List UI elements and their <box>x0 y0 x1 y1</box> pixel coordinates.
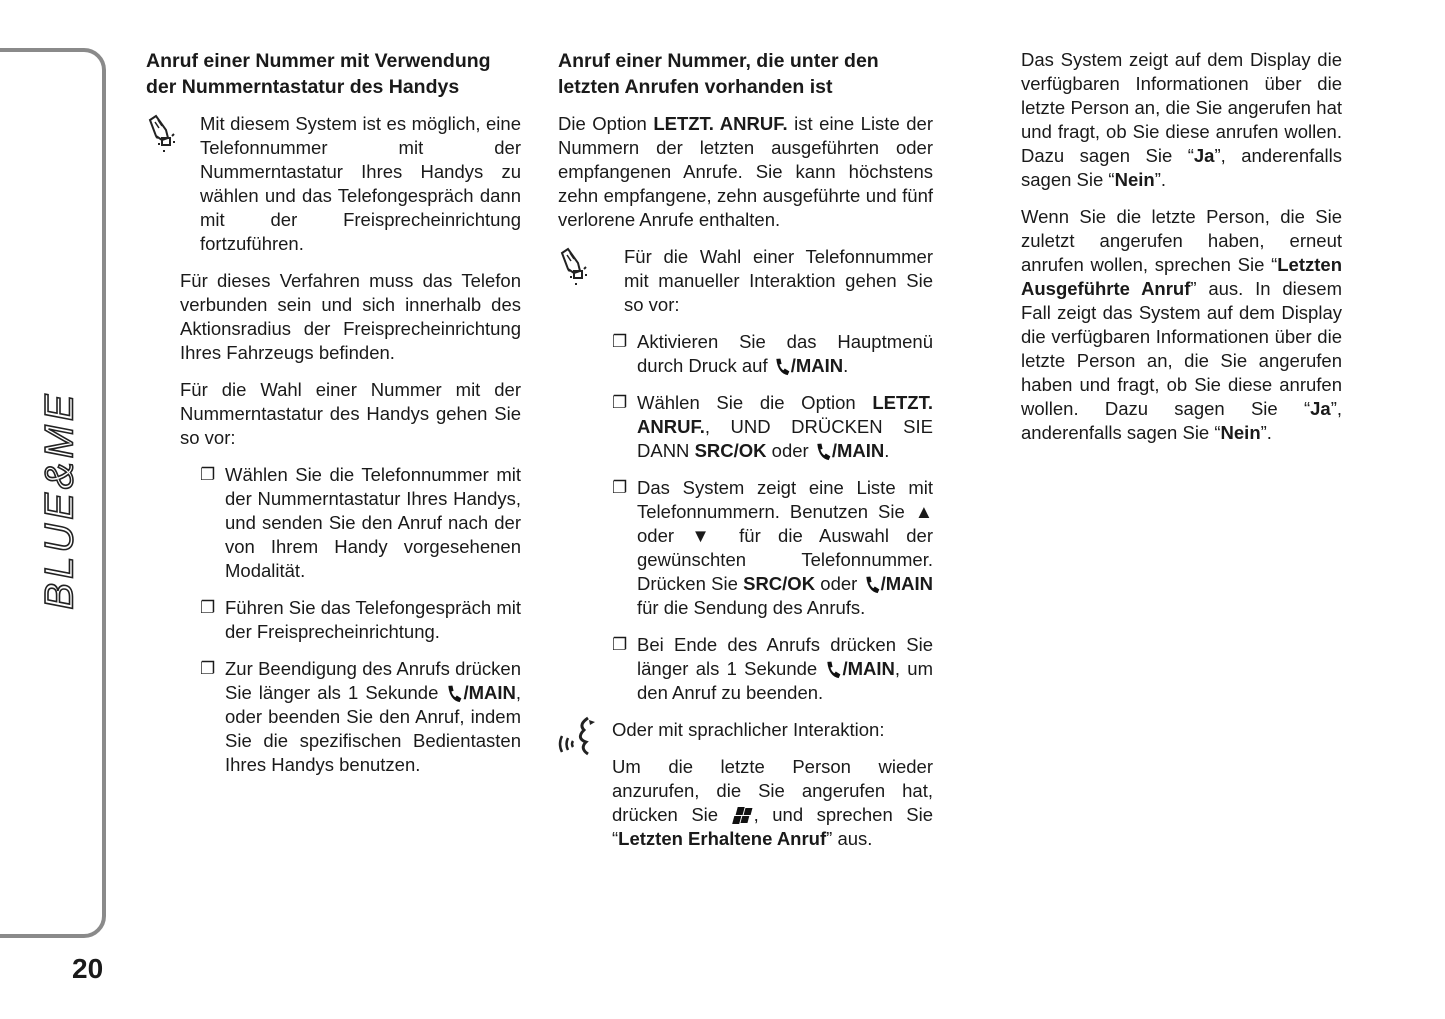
bold-text: ▲ <box>914 501 933 522</box>
bullet-item <box>200 657 521 777</box>
phone-icon <box>863 573 881 594</box>
bullet-item <box>612 476 933 620</box>
bullet-item <box>612 330 933 378</box>
paragraph <box>1021 48 1342 192</box>
text-run: . <box>843 355 849 376</box>
text-run: Mit diesem System ist es möglich, eine Telefonnummer mit der Nummerntastatur Ihres Handys zu wählen und das Telefongespräch dann mit der Freisprecheinrichtung fortzuführen. <box>200 113 521 254</box>
text-run: Aktivieren Sie das Hauptmenü durch Druck auf <box>637 331 933 376</box>
text-run: ”. <box>1154 169 1166 190</box>
bullet-item <box>612 633 933 705</box>
text-run: Oder mit sprachlicher Interaktion: <box>612 719 885 740</box>
text-run: Für die Wahl einer Nummer mit der Nummerntastatur des Handys gehen Sie so vor: <box>180 379 521 448</box>
text-run: oder <box>766 440 814 461</box>
bold-text: /MAIN <box>842 658 895 679</box>
text-run: Das System zeigt eine Liste mit Telefonnummern. Benutzen Sie <box>637 477 933 522</box>
text-run: für die Sendung des Anrufs. <box>637 597 866 618</box>
brand-logo: BLUE&ME <box>37 390 82 610</box>
phone-icon <box>445 682 463 703</box>
bold-text: Letzten Ausgeführte Anruf <box>1021 254 1342 299</box>
section-heading: Anruf einer Nummer, die unter den letzten Anrufen vorhanden ist <box>558 50 879 98</box>
text-run: Um die letzte Person wieder anzurufen, die Sie angerufen hat, drücken Sie <box>612 756 933 825</box>
text-run: Zur Beendigung des Anrufs drücken Sie länger als 1 Sekunde <box>225 658 521 703</box>
text-run: ”, anderenfalls sagen Sie “ <box>1021 398 1342 443</box>
text-run: Für dieses Verfahren muss das Telefon verbunden sein und sich innerhalb des Aktionsradius der Freisprecheinrichtung Ihres Fahrzeugs befinden. <box>180 270 521 363</box>
text-run: Wählen Sie die Option <box>637 392 873 413</box>
bold-text: Ja <box>1193 145 1215 166</box>
text-run: ”, anderenfalls sagen Sie “ <box>1021 145 1343 190</box>
column-3 <box>1021 48 1342 458</box>
text-run: , um den Anruf zu beenden. <box>637 658 933 703</box>
hand-pointer-icon <box>146 114 182 154</box>
note-paragraph <box>558 245 933 317</box>
text-run: ”. <box>1260 422 1272 443</box>
text-run: , UND DRÜCKEN SIE DANN <box>637 416 933 461</box>
text-run: Bei Ende des Anrufs drücken Sie länger als 1 Sekunde <box>637 634 933 679</box>
bold-text: LETZT. ANRUF. <box>653 113 788 134</box>
bold-text: ▼ <box>691 525 722 546</box>
column-2 <box>558 48 933 864</box>
text-run: oder <box>815 573 863 594</box>
text-run: ist eine Liste der Nummern der letzten ausgeführten oder empfangenen Anrufe. Sie kann höchstens zehn empfangene, zehn ausgeführte und fünf verlorene Anrufe enthalten. <box>558 113 933 230</box>
paragraph <box>558 112 933 232</box>
phone-icon <box>773 355 791 376</box>
bold-text: /MAIN <box>831 440 885 461</box>
text-run: ” aus. In diesem Fall zeigt das System auf dem Display die verfügbaren Informationen über die letzte Person an, die Sie angerufen haben und fragt, ob Sie diese anrufen wollen. Dazu sagen Sie “ <box>1021 278 1342 419</box>
voice-paragraph <box>558 718 933 742</box>
text-run: , oder beenden Sie den Anruf, indem Sie die spezifischen Bedientasten Ihres Handys benutzen. <box>225 682 521 775</box>
text-run: . <box>884 440 890 461</box>
text-run: Das System zeigt auf dem Display die verfügbaren Informationen über die letzte Person an, die Sie angerufen hat und fragt, ob Sie diese anrufen wollen. Dazu sagen Sie “ <box>1021 49 1342 166</box>
phone-icon <box>814 440 832 461</box>
paragraph <box>1021 205 1342 445</box>
page-number: 20 <box>72 953 104 984</box>
column-1 <box>146 48 521 790</box>
bullet-item <box>612 391 933 463</box>
bold-text: /MAIN <box>790 355 844 376</box>
text-run: Wenn Sie die letzte Person, die Sie zuletzt angerufen haben, erneut anrufen wollen, sprechen Sie “ <box>1021 206 1342 275</box>
note-paragraph <box>146 112 521 256</box>
text-run: , und sprechen Sie “ <box>612 804 933 849</box>
phone-icon <box>824 658 842 679</box>
paragraph <box>180 269 521 365</box>
hand-pointer-icon <box>558 247 594 287</box>
text-run: Die Option <box>558 113 654 134</box>
bold-text: /MAIN <box>880 573 933 594</box>
paragraph <box>180 378 521 450</box>
bold-text: Nein <box>1114 169 1155 190</box>
bold-text: SRC/OK <box>694 440 767 461</box>
text-run: für die Auswahl der gewünschten Telefonnummer. Drücken Sie <box>637 525 933 594</box>
bold-text: SRC/OK <box>743 573 816 594</box>
text-run: Wählen Sie die Telefonnummer mit der Nummerntastatur Ihres Handys, und senden Sie den Anruf nach der von Ihrem Handy vorgesehenen Modalität. <box>225 464 521 581</box>
bold-text: LETZT. ANRUF. <box>637 392 933 437</box>
text-run: ” aus. <box>826 828 873 849</box>
text-run: Führen Sie das Telefongespräch mit der Freisprecheinrichtung. <box>225 597 521 642</box>
bullet-item <box>200 463 521 583</box>
bold-text: Ja <box>1310 398 1331 419</box>
section-heading: Anruf einer Nummer mit Verwendung der Nummerntastatur des Handys <box>146 50 491 98</box>
bold-text: Nein <box>1220 422 1261 443</box>
text-run: oder <box>637 525 692 546</box>
bold-text: Letzten Erhaltene Anruf <box>618 828 827 849</box>
text-run: Für die Wahl einer Telefonnummer mit manueller Interaktion gehen Sie so vor: <box>624 246 933 315</box>
bold-text: /MAIN <box>463 682 516 703</box>
paragraph <box>558 755 933 851</box>
voice-key-icon <box>732 804 754 825</box>
bullet-item <box>200 596 521 644</box>
